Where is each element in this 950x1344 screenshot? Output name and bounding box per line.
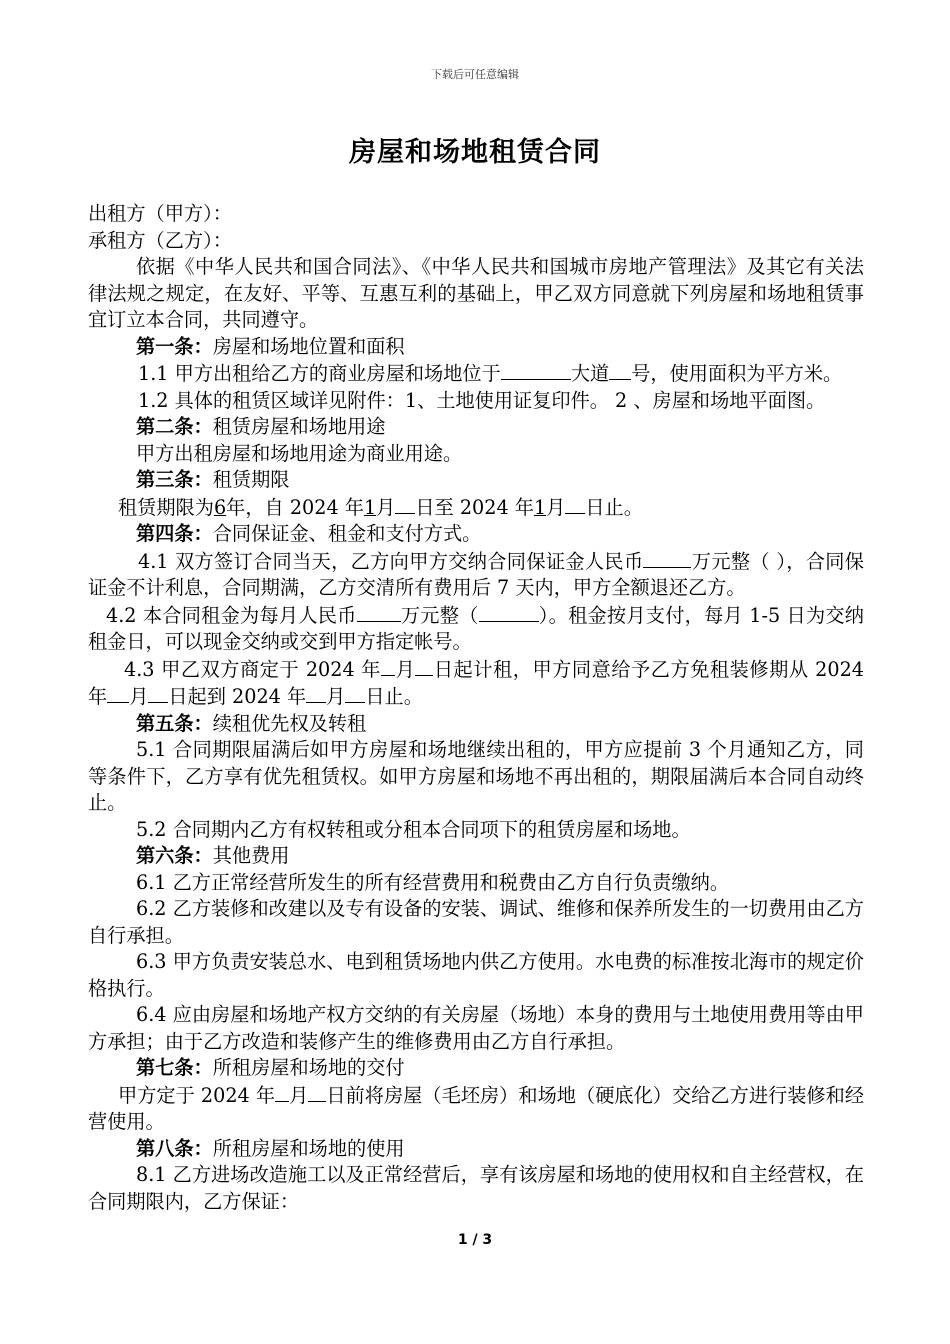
blank-month-b [107,683,129,703]
article-1-heading [88,334,864,361]
article-8-title: 所租房屋和场地的使用 [212,1136,405,1160]
blank-rent [357,602,401,622]
blank-rent-words [479,602,539,622]
clause-4-2-tail: ）。租金按月支付，每月 1-5 日为交纳租金日，可以现金交纳或交到甲方指定帐号。 [88,603,864,653]
clause-4-3-mid: 日起计租，甲方同意给予乙方免租装修期从 2024 年 [88,657,865,708]
clause-4-2 [88,602,864,656]
clause-5-1: 5.1 合同期限届满后如甲方房屋和场地继续出租的，甲方应提前 3 个月通知乙方，同等条件下，乙方享有优先租赁权。如甲方房屋和场地不再出租的，期限届满后本合同自动终止。 [88,738,864,814]
article-4-heading [88,521,864,548]
article-6-label: 第六条： [136,844,213,867]
blank-month-c [306,683,326,703]
blank-day-c [345,683,365,703]
article-7-heading [88,1055,864,1082]
article-6-title: 其他费用 [212,844,290,867]
article-3-label: 第三条： [136,468,213,491]
clause-4-1-text: 4.1 双方签订合同当天，乙方向甲方交纳合同保证金人民币 [138,549,644,573]
blank-number [609,360,631,380]
clause-4-3 [88,656,864,711]
term-month-1: 1 [363,495,377,519]
article-7-text [88,1082,864,1136]
article-5-title: 续租优先权及转租 [212,711,367,735]
clause-1-1-text: 1.1 甲方出租给乙方的商业房屋和场地位于 [138,362,501,385]
clause-1-2: 1.2 具体的租赁区域详见附件：1、土地使用证复印件。 2 、房屋和场地平面图。 [138,388,826,412]
term-text-1: 租赁期限为 [118,495,214,519]
article-2-label: 第二条： [136,415,213,438]
clause-4-3-month-c: 月 [326,685,346,708]
article-3-text [88,494,864,522]
term-text-5: 月 [546,495,566,519]
term-text-3: 月 [376,495,396,519]
blank-day-b [148,683,168,703]
document-title: 房屋和场地租赁合同 [349,137,601,168]
clause-6-1: 6.1 乙方正常经营所发生的所有经营费用和税费由乙方自行负责缴纳。 [136,870,730,894]
clause-4-2-text: 4.2 本合同租金为每月人民币 [106,603,357,627]
lessee-line: 承租方（乙方）： [88,228,232,252]
article-1-title: 房屋和场地位置和面积 [212,334,405,358]
article-4-label: 第四条： [136,522,213,545]
clause-8-1: 8.1 乙方进场改造施工以及正常经营后，享有该房屋和场地的使用权和自主经营权，在合同期限内，乙方保证： [88,1163,864,1213]
page-number: 1 / 3 [457,1232,493,1248]
clause-4-2-mid: 万元整（ [400,603,479,627]
article-8-label: 第八条： [136,1136,213,1160]
clause-5-2: 5.2 合同期内乙方有权转租或分租本合同项下的租赁房屋和场地。 [136,817,691,841]
clause-4-3-tail: 日止。 [365,685,423,708]
term-text-4: 日至 2024 年 [415,495,534,519]
clause-1-1 [88,360,864,388]
blank-day-2 [565,494,585,514]
article-2-text: 甲方出租房屋和场地用途为商业用途。 [136,441,463,465]
article-3-heading [88,467,864,494]
blank-delivery-month [275,1082,289,1102]
term-month-2: 1 [533,495,547,519]
article-2-title: 租赁房屋和场地用途 [212,415,386,438]
article-6-heading [88,843,864,870]
blank-day-1 [395,494,415,514]
blank-deposit [643,548,691,568]
article-4-title: 合同保证金、租金和支付方式。 [212,522,482,545]
blank-day-a [415,656,433,676]
article-1-label: 第一条： [136,334,213,358]
article-7-title: 所租房屋和场地的交付 [212,1056,405,1079]
clause-4-3-month-b: 月 [129,685,149,708]
clause-1-1-road: 大道 [570,362,610,385]
clause-6-2: 6.2 乙方装修和改建以及专有设备的安装、调试、维修和保养所发生的一切费用由乙方自行承担。 [88,897,864,947]
lessor-line: 出租方（甲方）： [88,202,232,225]
article-3-title: 租赁期限 [212,468,290,491]
contract-body [88,201,864,1215]
clause-6-4: 6.4 应由房屋和场地产权方交纳的有关房屋（场地）本身的费用与土地使用费用等由甲方承担；由于乙方改造和装修产生的维修费用由乙方自行承担。 [88,1003,864,1053]
blank-delivery-day [308,1082,326,1102]
clause-4-1-tail: 万元整（ ），合同保证金不计利息，合同期满，乙方交清所有费用后 7 天内，甲方全额退还乙方。 [88,549,864,599]
article-8-heading [88,1136,864,1163]
header-note: 下载后可任意编辑 [431,68,519,81]
article-5-heading [88,711,864,738]
clause-4-3-month-a: 月 [395,657,416,681]
delivery-text-3: 日前将房屋（毛坯房）和场地（硬底化）交给乙方进行装修和经营使用。 [88,1083,865,1133]
blank-month-a [381,656,395,676]
term-years: 6 [213,495,227,519]
clause-4-3-mid-2: 日起到 2024 年 [168,685,307,708]
delivery-text-1: 甲方定于 2024 年 [118,1083,276,1107]
clause-4-3-text: 4.3 甲乙双方商定于 2024 年 [124,657,382,681]
delivery-text-2: 月 [289,1083,309,1107]
clause-6-3: 6.3 甲方负责安装总水、电到租赁场地内供乙方使用。水电费的标准按北海市的规定价格执行。 [88,950,864,1000]
clause-1-1-tail: 号，使用面积为平方米。 [631,362,843,385]
term-text-2: 年，自 2024 年 [226,495,364,519]
article-7-label: 第七条： [136,1056,213,1079]
article-2-heading [88,414,864,441]
term-text-6: 日止。 [585,495,643,519]
clause-4-1 [88,548,864,602]
preamble: 依据《中华人民共和国合同法》、《中华人民共和国城市房地产管理法》及其它有关法律法规之规定，在友好、平等、互惠互利的基础上，甲乙双方同意就下列房屋和场地租赁事宜订立本合同，共同遵守。 [88,255,864,331]
blank-road [501,360,571,380]
article-5-label: 第五条： [136,711,213,735]
